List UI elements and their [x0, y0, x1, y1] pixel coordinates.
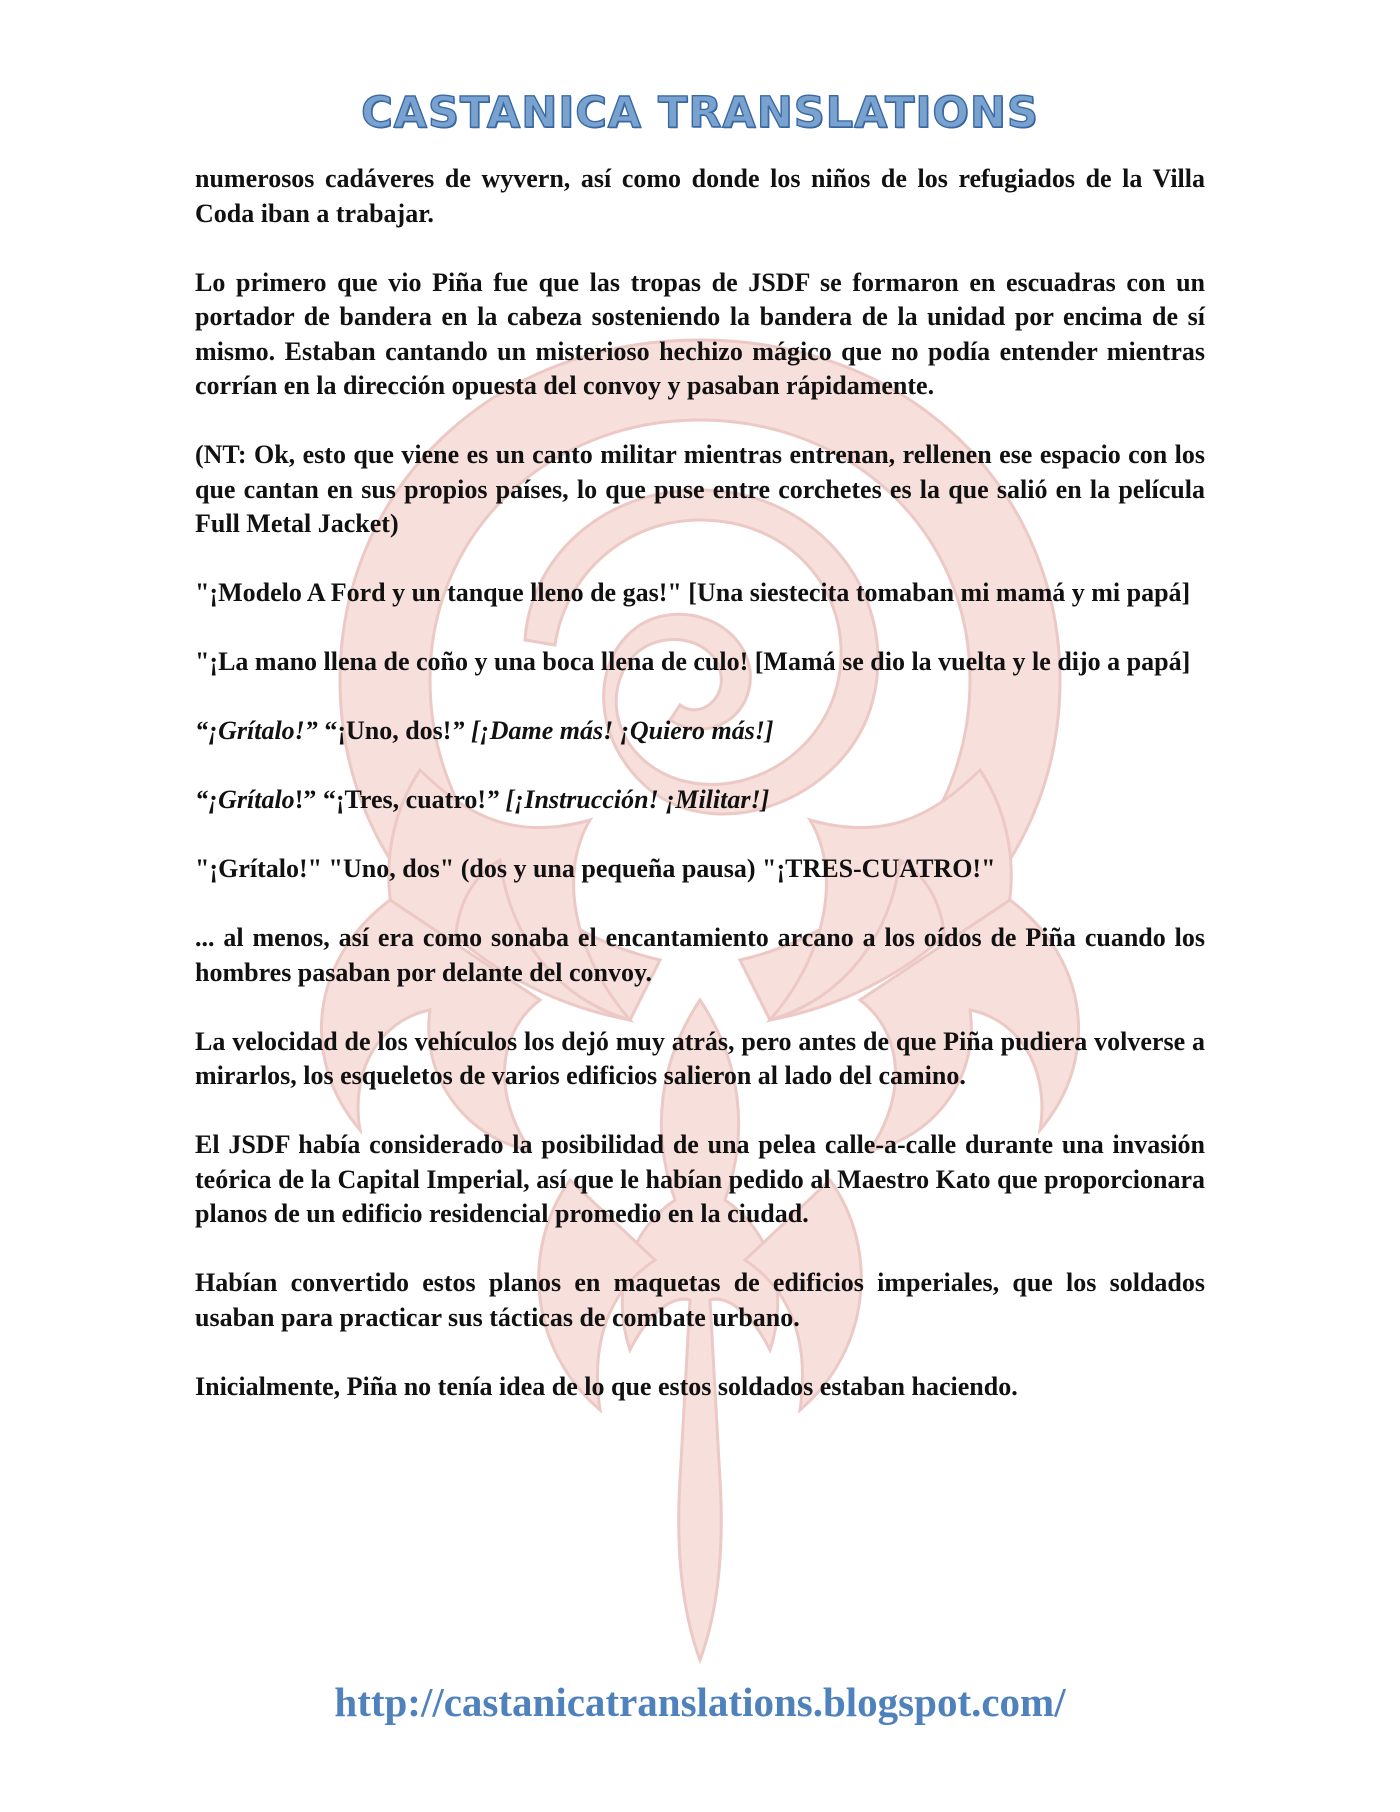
- chant-line: [195, 714, 1205, 749]
- paragraph: numerosos cadáveres de wyvern, así como donde los niños de los refugiados de la Villa Coda iban a trabajar.: [195, 164, 1205, 228]
- chant-line: "¡Grítalo!" "Uno, dos" (dos y una pequeña pausa) "¡TRES-CUATRO!": [195, 854, 996, 883]
- chant-fragment: “¡Grítalo!”: [195, 716, 318, 745]
- paragraph: La velocidad de los vehículos los dejó muy atrás, pero antes de que Piña pudiera volverse a mirarlos, los esqueletos de varios edificios salieron al lado del camino.: [195, 1026, 1205, 1090]
- paragraph: El JSDF había considerado la posibilidad de una pelea calle-a-calle durante una invasión teórica de la Capital Imperial, así que le habían pedido al Maestro Kato que proporcionara planos de un edificio residencial promedio en la ciudad.: [195, 1130, 1205, 1228]
- chant-fragment: ” [¡Instrucción! ¡Militar!]: [486, 785, 770, 814]
- translator-note: (NT: Ok, esto que viene es un canto militar mientras entrenan, rellenen ese espacio con los que cantan en sus propios países, lo que puse entre corchetes es la que salió en la película Full Metal Jacket): [195, 440, 1205, 538]
- chant-line: "¡Modelo A Ford y un tanque lleno de gas!" [Una siestecita tomaban mi mamá y mi papá]: [195, 578, 1191, 607]
- chant-fragment: ” “¡Tres, cuatro!: [303, 785, 487, 814]
- chant-fragment: ” [¡Dame más! ¡Quiero más!]: [451, 716, 774, 745]
- chant-fragment: !: [294, 785, 304, 814]
- chant-line: "¡La mano llena de coño y una boca llena de culo! [Mamá se dio la vuelta y le dijo a papá]: [195, 647, 1191, 676]
- chant-fragment: “¡Grítalo: [195, 785, 295, 814]
- paragraph: ... al menos, así era como sonaba el encantamiento arcano a los oídos de Piña cuando los hombres pasaban por delante del convoy.: [195, 923, 1205, 987]
- paragraph: Habían convertido estos planos en maquetas de edificios imperiales, que los soldados usaban para practicar sus tácticas de combate urbano.: [195, 1268, 1205, 1332]
- paragraph: Lo primero que vio Piña fue que las tropas de JSDF se formaron en escuadras con un portador de bandera en la cabeza sosteniendo la bandera de la unidad por encima de sí mismo. Estaban cantando un misterioso hechizo mágico que no podía entender mientras corrían en la dirección opuesta del convoy y pasaban rápidamente.: [195, 267, 1205, 400]
- paragraph: Inicialmente, Piña no tenía idea de lo que estos soldados estaban haciendo.: [195, 1371, 1018, 1401]
- page-header: [0, 88, 1400, 138]
- blog-link[interactable]: http://castanicatranslations.blogspot.com/: [334, 1679, 1066, 1725]
- site-title: CASTANICA TRANSLATIONS: [361, 88, 1039, 138]
- chant-line: [195, 783, 1205, 818]
- chant-fragment: “¡Uno, dos!: [317, 716, 452, 745]
- page-footer: [0, 1678, 1400, 1726]
- document-body: [195, 162, 1205, 1404]
